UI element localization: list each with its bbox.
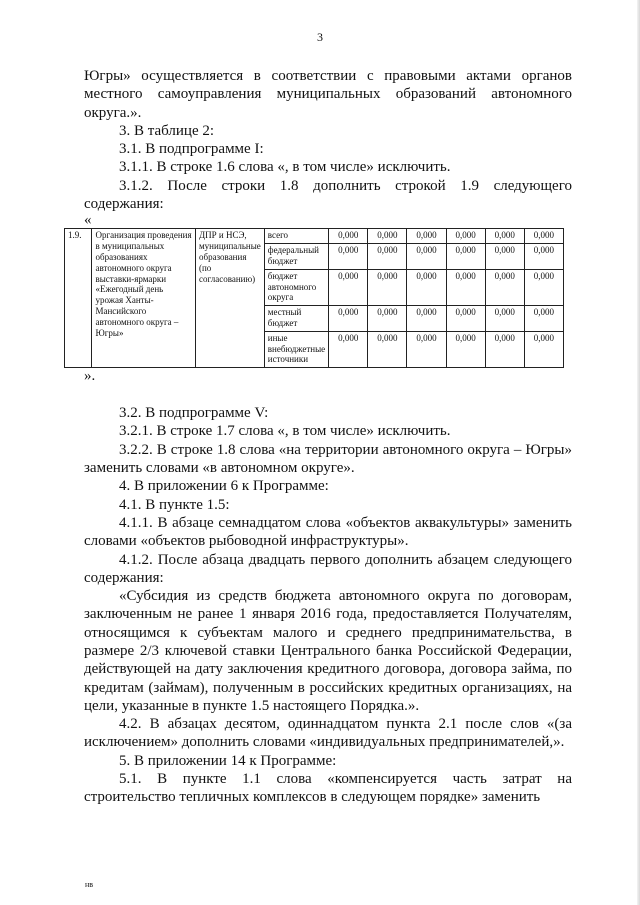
- paragraph: 3.2.1. В строке 1.7 слова «, в том числе» исключить.: [119, 423, 451, 440]
- value-cell: 0,000: [368, 269, 407, 305]
- funding-source: бюджет автономного округа: [264, 269, 328, 305]
- value-cell: 0,000: [446, 306, 485, 332]
- paragraph: 3.1.2. После строки 1.8 дополнить строкой 1.9 следующего содержания:: [84, 177, 572, 213]
- paragraph: 4.1. В пункте 1.5:: [119, 496, 230, 513]
- funding-source: федеральный бюджет: [264, 244, 328, 270]
- value-cell: 0,000: [368, 244, 407, 270]
- paragraph: 3. В таблице 2:: [119, 122, 215, 139]
- value-cell: 0,000: [446, 269, 485, 305]
- row-number: 1.9.: [65, 229, 92, 368]
- value-cell: 0,000: [524, 331, 563, 367]
- value-cell: 0,000: [446, 244, 485, 270]
- value-cell: 0,000: [407, 244, 446, 270]
- value-cell: 0,000: [524, 269, 563, 305]
- value-cell: 0,000: [524, 306, 563, 332]
- value-cell: 0,000: [485, 331, 524, 367]
- paragraph: 5. В приложении 14 к Программе:: [119, 752, 337, 769]
- value-cell: 0,000: [485, 269, 524, 305]
- value-cell: 0,000: [329, 331, 368, 367]
- value-cell: 0,000: [329, 306, 368, 332]
- value-cell: 0,000: [368, 331, 407, 367]
- paragraph: 4. В приложении 6 к Программе:: [119, 478, 329, 495]
- footer-initials: нв: [85, 880, 94, 889]
- measure-name: Организация проведения в муниципальных образованиях автономного округа выставки-ярмарки «Ежегодный день урожая Ханты-Мансийского автономного округа – Югры»: [92, 229, 196, 368]
- value-cell: 0,000: [485, 306, 524, 332]
- value-cell: 0,000: [485, 229, 524, 244]
- paragraph: 3.2.2. В строке 1.8 слова «на территории автономного округа – Югры» заменить словами «в автономном округе».: [84, 441, 572, 477]
- inserted-table-row: [64, 228, 564, 368]
- value-cell: 0,000: [329, 244, 368, 270]
- funding-source: всего: [264, 229, 328, 244]
- paragraph: Югры» осуществляется в соответствии с правовыми актами органов местного самоуправления муниципальных образований автономного округа.».: [84, 68, 572, 121]
- document-body: [68, 67, 572, 807]
- value-cell: 0,000: [329, 269, 368, 305]
- paragraph: 3.2. В подпрограмме V:: [119, 405, 269, 422]
- value-cell: 0,000: [446, 229, 485, 244]
- value-cell: 0,000: [368, 229, 407, 244]
- value-cell: 0,000: [329, 229, 368, 244]
- value-cell: 0,000: [446, 331, 485, 367]
- closing-quote: ».: [84, 368, 96, 385]
- value-cell: 0,000: [524, 244, 563, 270]
- quoted-paragraph: «Субсидия из средств бюджета автономного округа по договорам, заключенным не ранее 1 января 2016 года, предоставляется Получателям, относящимся к субъектам малого и среднего предпринимательства, в размере 2/3 ключевой ставки Центрального банка Российской Федерации, действующей на дату заключения кредитного договора, договора займа, по кредитам (займам), полученным в российских кредитных организациях, на цели, указанные в пункте 1.5 настоящего Порядка.».: [84, 588, 572, 714]
- value-cell: 0,000: [407, 306, 446, 332]
- page-number: 3: [317, 30, 323, 44]
- funding-source: иные внебюджетные источники: [264, 331, 328, 367]
- paragraph: 4.2. В абзацах десятом, одиннадцатом пункта 2.1 после слов «(за исключением» дополнить словами «индивидуальных предпринимателей,».: [84, 716, 572, 751]
- paragraph: 3.1. В подпрограмме I:: [119, 141, 264, 158]
- executor: ДПР и НСЭ, муниципальные образования (по согласованию): [195, 229, 264, 368]
- paragraph: 3.1.1. В строке 1.6 слова «, в том числе» исключить.: [119, 159, 451, 176]
- value-cell: 0,000: [524, 229, 563, 244]
- paragraph: 5.1. В пункте 1.1 слова «компенсируется часть затрат на строительство тепличных комплексов в следующем порядке» заменить: [84, 771, 572, 806]
- value-cell: 0,000: [368, 306, 407, 332]
- value-cell: 0,000: [407, 269, 446, 305]
- funding-source: местный бюджет: [264, 306, 328, 332]
- table-row: [65, 229, 564, 244]
- value-cell: 0,000: [485, 244, 524, 270]
- value-cell: 0,000: [407, 229, 446, 244]
- paragraph: 4.1.1. В абзаце семнадцатом слова «объектов аквакультуры» заменить словами «объектов рыбоводной инфраструктуры».: [84, 514, 572, 550]
- value-cell: 0,000: [407, 331, 446, 367]
- paragraph: 4.1.2. После абзаца двадцать первого дополнить абзацем следующего содержания:: [84, 551, 572, 586]
- opening-quote: «: [84, 212, 92, 229]
